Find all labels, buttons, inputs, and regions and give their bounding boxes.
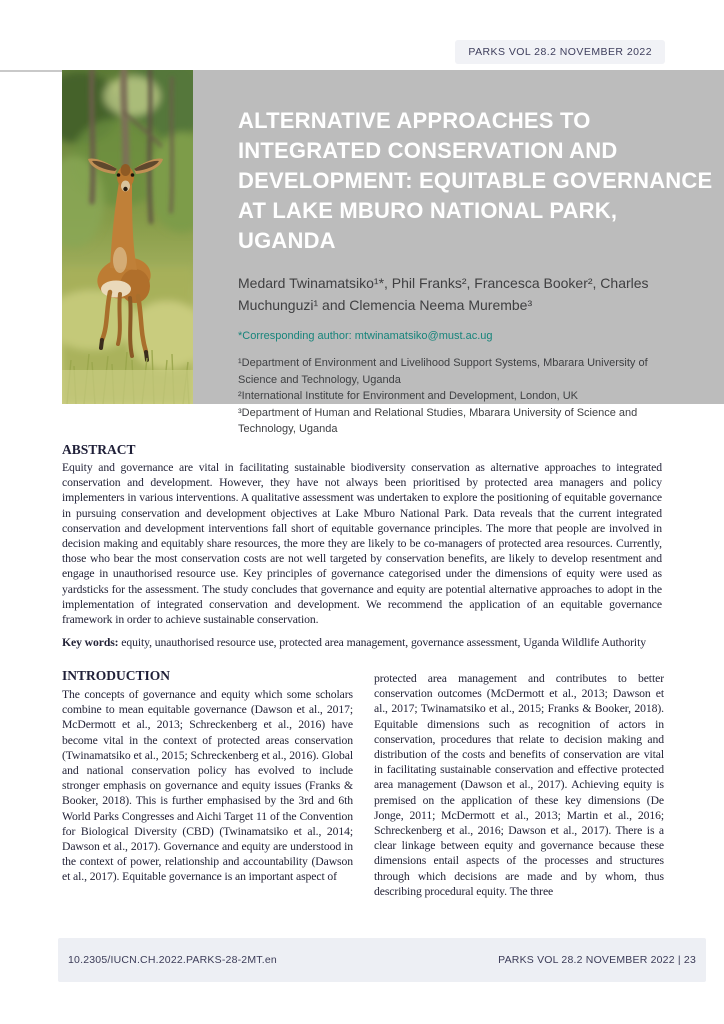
article-title-line: INTEGRATED CONSERVATION AND <box>238 138 618 163</box>
masthead-band <box>193 70 724 435</box>
corresponding-author-link[interactable]: *Corresponding author: mtwinamatsiko@must.ac.ug <box>238 330 493 342</box>
abstract-body: Equity and governance are vital in facilitating sustainable biodiversity conservation as alternative approaches to integrated conservation and development. However, they have not always been prioritised by protected area managers and policy implementers in various interventions. A qualitative assessment was undertaken to explore the positioning of equitable governance in pursuing conservation and development objectives at Lake Mburo National Park. Data reveals that the current integrated conservation and development interventions fall short of equitable governance principles. The more that people are involved in decision making and equitably share resources, the more they are likely to be co-managers of protected area resources. Currently, those who bear the most conservation costs are not well targeted by conservation benefits, are likely to develop resentment and engage in unauthorised resource use. Key principles of governance categorised under the dimensions of equity were used as yardsticks for the assessment. The study concludes that governance and equity are potential alternative approaches to adopt in the implementation of integrated conservation and development. We recommend the application of an equitable governance framework in order to achieve sustainable conservation. <box>62 461 662 627</box>
introduction-column-right <box>374 671 664 943</box>
affiliation-1: ¹Department of Environment and Livelihood Support Systems, Mbarara University of Science and Technology, Uganda <box>238 357 648 386</box>
grass-base <box>62 370 193 404</box>
article-title-line: AT LAKE MBURO NATIONAL PARK, <box>238 198 618 223</box>
keywords-label: Key words: <box>62 636 119 650</box>
keywords-text: equity, unauthorised resource use, protected area management, governance assessment, Uganda Wildlife Authority <box>118 636 646 650</box>
impala-photo-graphic <box>62 70 193 404</box>
doi-link[interactable]: 10.2305/IUCN.CH.2022.PARKS-28-2MT.en <box>68 954 277 966</box>
affiliation-3: ³Department of Human and Relational Studies, Mbarara University of Science and Technology, Uganda <box>238 406 638 435</box>
abstract-heading: ABSTRACT <box>62 442 136 457</box>
footer-issue-page: PARKS VOL 28.2 NOVEMBER 2022 | 23 <box>498 954 696 966</box>
introduction-text-left: The concepts of governance and equity which some scholars combine to mean equitable governance (Dawson et al., 2017; McDermott et al., 2013; Schreckenberg et al., 2016) have become vital in the context of protected areas conservation (Twinamatsiko et al., 2015; Schreckenberg et al., 2016). Global and national conservation policy has evolved to include stronger emphasis on governance and equity issues (Franks & Booker, 2018). This is further emphasised by the 3rd and 6th World Parks Congresses and Aichi Target 11 of the Convention for Biological Diversity (CBD) (Twinamatsiko et al., 2014; Dawson et al., 2017). Governance and equity are understood in the context of power, relationship and accountability (Dawson et al., 2017). Equitable governance is an important aspect of <box>62 688 353 884</box>
article-title <box>238 106 713 256</box>
introduction-column-left <box>62 668 353 934</box>
issue-label: PARKS VOL 28.2 NOVEMBER 2022 <box>455 40 665 64</box>
affiliation-2: ²International Institute for Environment and Development, London, UK <box>238 390 578 402</box>
introduction-text-right: protected area management and contributes to better conservation outcomes (McDermott et al., 2013; Dawson et al., 2017; Twinamatsiko et al., 2015; Franks & Booker, 2018). Equitable dimensions such as recognition of actors in conservation, procedures that relate to decision making and distribution of the costs and benefits of conservation are vital in facilitating sustainable conservation and effective protected area management (Dawson et al., 2017). Achieving equity is premised on the application of these key dimensions (De Jonge, 2011; McDermott et al., 2013; Martin et al., 2016; Schreckenberg et al., 2016; Dawson et al., 2017). There is a clear linkage between equity and governance because these dimensions entail aspects of the processes and structures through which decisions are made and by whom, thus describing procedural equity. The three <box>374 672 664 898</box>
authors-line: Medard Twinamatsiko¹*, Phil Franks², Francesca Booker², Charles Muchunguzi¹ and Clemencia Neema Murembe³ <box>238 275 649 313</box>
keywords-line <box>62 635 662 650</box>
page-footer <box>58 938 706 982</box>
article-title-line: UGANDA <box>238 228 336 253</box>
introduction-heading: INTRODUCTION <box>62 668 171 683</box>
masthead-top-rule <box>0 70 62 72</box>
article-title-line: ALTERNATIVE APPROACHES TO <box>238 108 591 133</box>
abstract-section <box>62 442 662 650</box>
affiliations-block <box>238 355 666 438</box>
impala-photo <box>62 70 193 404</box>
masthead-content <box>238 106 713 438</box>
article-title-line: DEVELOPMENT: EQUITABLE GOVERNANCE <box>238 168 713 193</box>
